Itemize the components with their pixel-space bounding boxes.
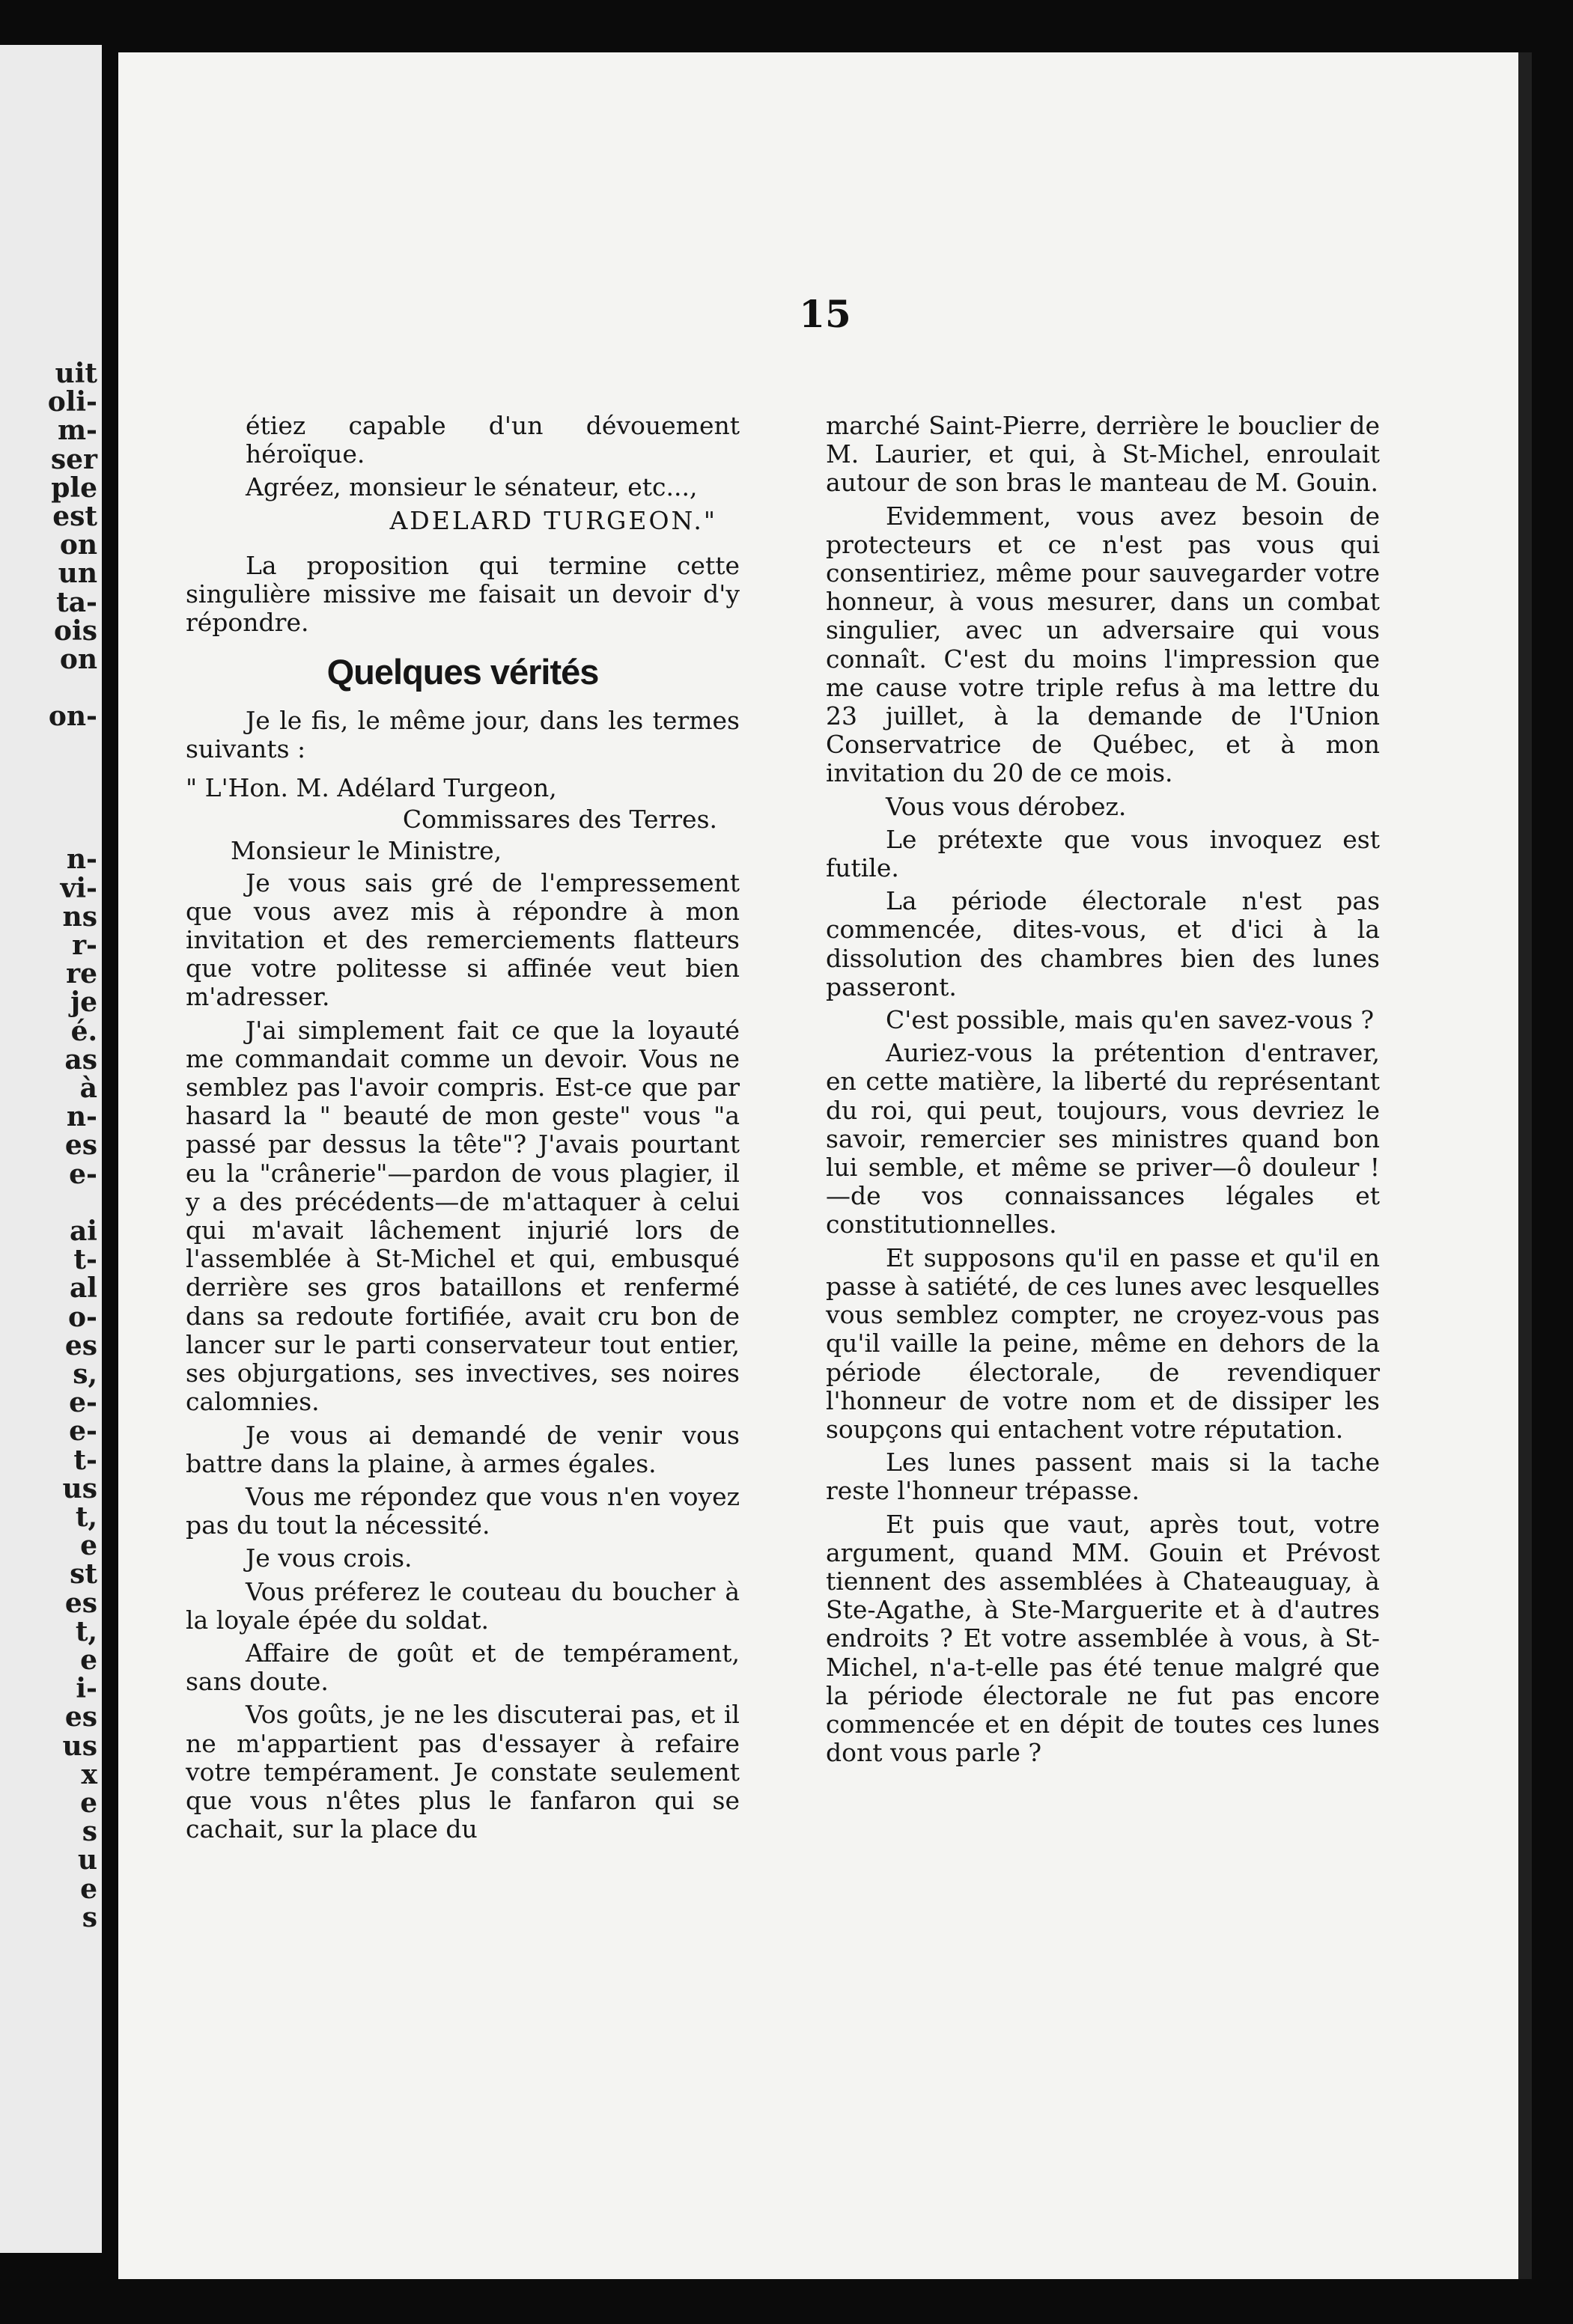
previous-page-fragment: uit: [55, 358, 97, 389]
previous-page-fragment: e: [80, 1873, 97, 1905]
previous-page-fragment: e-: [69, 1387, 97, 1419]
paragraph: Et puis que vaut, après tout, votre argument, quand MM. Gouin et Prévost tiennent des assemblées à Chateauguay, à Ste-Agathe, à Ste-Marguerite et à d'autres endroits ? Et votre assemblée à vous, à St-Michel, n'a-t-elle pas été tenue malgré que la période électorale ne fut pas encore commencée et en dépit de toutes ces lunes dont vous parle ?: [826, 1509, 1380, 1768]
previous-page-fragment: es: [64, 1329, 97, 1361]
previous-page-fragment: u: [77, 1844, 97, 1876]
previous-page-fragment: on: [59, 529, 97, 561]
page-binding-edge: [1518, 52, 1532, 2279]
previous-page-fragment: t-: [73, 1444, 97, 1476]
paragraph: Le prétexte que vous invoquez est futile.: [826, 824, 1380, 883]
letter-address: " L'Hon. M. Adélard Turgeon,: [186, 773, 557, 803]
previous-page-fragment: us: [62, 1730, 97, 1762]
paragraph: Les lunes passent mais si la tache reste l'honneur trépasse.: [826, 1448, 1380, 1506]
previous-page-fragment: es: [64, 1129, 97, 1162]
previous-page-fragment: us: [62, 1472, 97, 1504]
paragraph: Je vous sais gré de l'empressement que vous avez mis à répondre à mon invitation et des remerciements flatteurs que votre politesse si affinée veut bien m'adresser.: [186, 867, 740, 1012]
paragraph: étiez capable d'un dévouement héroïque.: [246, 411, 740, 469]
paragraph: Vos goûts, je ne les discuterai pas, et il ne m'appartient pas d'essayer à refaire votre tempérament. Je constate seulement que vous n'êtes plus le fanfaron qui se cachait, sur la place du: [186, 1700, 740, 1844]
previous-page-fragment: un: [58, 558, 97, 590]
letter-salutation: Monsieur le Ministre,: [231, 836, 502, 866]
page-number: 15: [799, 292, 851, 336]
previous-page-fragment: es: [64, 1701, 97, 1733]
document-page: [118, 52, 1532, 2279]
paragraph: Je vous ai demandé de venir vous battre dans la plaine, à armes égales.: [186, 1420, 740, 1478]
paragraph: J'ai simplement fait ce que la loyauté me commandait comme un devoir. Vous ne semblez pas l'avoir compris. Est-ce que par hasard la " beauté de mon geste" vous "a passé par dessus la tête"? J'avais pourtant eu la "crânerie"—pardon de vous plagier, il y a des précédents—de m'attaquer à celui qui m'avait lâchement injurié lors de l'assemblée à St-Michel et qui, embusqué derrière ses gros bataillons et renfermé dans sa redoute fortifiée, avait cru bon de lancer sur le parti conservateur tout entier, ses objurgations, ses invectives, ses noires calomnies.: [186, 1015, 740, 1417]
paragraph: Vous préferez le couteau du boucher à la loyale épée du soldat.: [186, 1576, 740, 1635]
previous-page-fragment: ois: [54, 614, 97, 647]
previous-page-fragment: o-: [68, 1301, 97, 1333]
previous-page-fragment: t,: [75, 1615, 97, 1647]
previous-page-fragment: e: [80, 1787, 97, 1819]
previous-page-fragment: je: [70, 986, 97, 1019]
previous-page-fragment: s: [82, 1901, 97, 1933]
previous-page-fragment: oli-: [47, 386, 97, 418]
previous-page-fragment: re: [66, 958, 97, 990]
previous-page-fragment: r-: [72, 930, 97, 961]
right-column: [826, 412, 1380, 1772]
section-heading: Quelques vérités: [326, 652, 599, 692]
previous-page-fragment: ns: [62, 900, 97, 933]
paragraph: Je vous crois.: [246, 1543, 413, 1573]
previous-page-fragment: t,: [75, 1501, 97, 1533]
previous-page-edge: [0, 45, 102, 2253]
previous-page-fragment: est: [52, 501, 97, 532]
previous-page-fragment: es: [64, 1587, 97, 1619]
paragraph: Affaire de goût et de tempérament, sans doute.: [186, 1638, 740, 1697]
paragraph: Et supposons qu'il en passe et qu'il en passe à satiété, de ces lunes avec lesquelles vous semblez compter, ne croyez-vous pas qu'il vaille la peine, même en dehors de la période électorale, de revendiquer l'honneur de votre nom et de dissiper les soupçons qui entachent votre réputation.: [826, 1242, 1380, 1444]
letter-address: Commissares des Terres.: [402, 805, 717, 835]
previous-page-fragment: s: [82, 1816, 97, 1848]
previous-page-fragment: s,: [73, 1358, 97, 1390]
previous-page-fragment: as: [64, 1043, 97, 1076]
previous-page-fragment: e: [80, 1530, 97, 1562]
previous-page-fragment: t-: [73, 1244, 97, 1276]
previous-page-fragment: al: [69, 1272, 97, 1305]
previous-page-fragment: i-: [76, 1673, 97, 1705]
previous-page-fragment: m-: [57, 415, 97, 447]
previous-page-fragment: ai: [69, 1216, 97, 1247]
paragraph: La période électorale n'est pas commencée, dites-vous, et d'ici à la dissolution des chambres bien des lunes passeront.: [826, 886, 1380, 1001]
paragraph: Vous vous dérobez.: [886, 791, 1127, 821]
paragraph: Vous me répondez que vous n'en voyez pas du tout la nécessité.: [186, 1481, 740, 1540]
previous-page-fragment: é.: [70, 1015, 97, 1047]
previous-page-fragment: e-: [69, 1158, 97, 1190]
paragraph: C'est possible, mais qu'en savez-vous ?: [886, 1005, 1375, 1035]
previous-page-fragment: ple: [51, 472, 97, 504]
previous-page-fragment: n-: [66, 844, 97, 876]
paragraph: Je le fis, le même jour, dans les termes suivants :: [186, 705, 740, 763]
previous-page-fragment: vi-: [60, 872, 97, 904]
previous-page-fragment: on-: [48, 701, 97, 733]
paragraph: marché Saint-Pierre, derrière le bouclier de M. Laurier, et qui, à St-Michel, enroulait autour de son bras le manteau de M. Gouin.: [826, 411, 1380, 498]
paragraph: La proposition qui termine cette singulière missive me faisait un devoir d'y répondre.: [186, 550, 740, 638]
paragraph: Auriez-vous la prétention d'entraver, en cette matière, la liberté du représentant du roi, qui peut, toujours, vous devriez le savoir, remercier ses ministres quand bon lui semble, et même se priver—ô douleur !—de vos connaissances légales et constitutionnelles.: [826, 1038, 1380, 1239]
previous-page-fragment: n-: [66, 1101, 97, 1133]
previous-page-fragment: st: [70, 1558, 97, 1590]
paragraph: Evidemment, vous avez besoin de protecteurs et ce n'est pas vous qui consentiriez, même pour sauvegarder votre honneur, à vous mesurer, dans un combat singulier, avec un adversaire qui vous connaît. C'est du moins l'impression que me cause votre triple refus à ma lettre du 23 juillet, à la demande de l'Union Conservatrice de Québec, et à mon invitation du 20 de ce mois.: [826, 501, 1380, 788]
previous-page-fragment: x: [81, 1758, 97, 1790]
signature: ADELARD TURGEON.": [389, 505, 717, 535]
paragraph: Agréez, monsieur le sénateur, etc...,: [246, 472, 698, 502]
previous-page-fragment: ta-: [56, 586, 97, 618]
previous-page-fragment: à: [79, 1073, 97, 1104]
previous-page-fragment: on: [59, 644, 97, 675]
previous-page-fragment: e: [80, 1644, 97, 1676]
previous-page-fragment: e-: [69, 1415, 97, 1448]
previous-page-fragment: ser: [50, 443, 97, 475]
left-column: [186, 412, 740, 1848]
